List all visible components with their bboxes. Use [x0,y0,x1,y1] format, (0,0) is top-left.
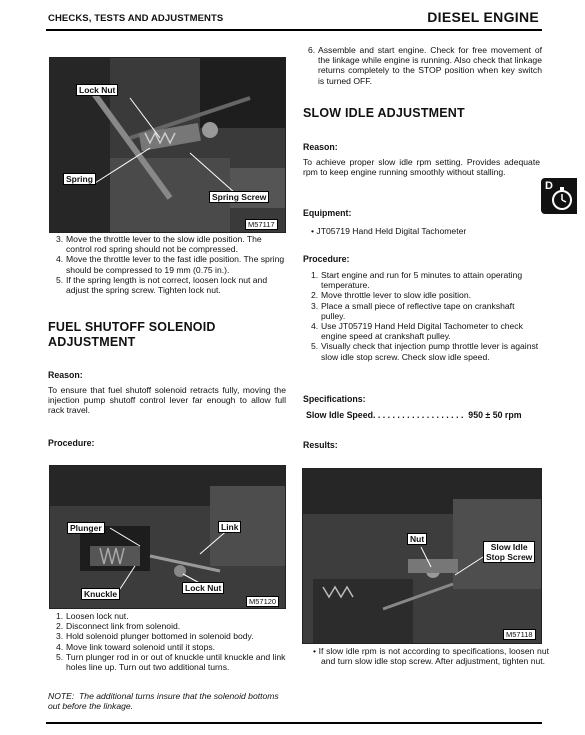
steps-list-spring [56,234,288,295]
stopwatch-icon [541,178,577,214]
photo-throttle-spring [49,57,286,233]
steps-list-assemble [308,45,542,86]
header-rule [46,29,542,31]
photo-solenoid [49,465,286,609]
photo-solenoid-image [50,466,285,608]
list-item: 5. Visually check that injection pump throttle lever is against slow idle stop screw. Check slow idle speed. [311,341,539,362]
result-bullet: • If slow idle rpm is not according to specifications, loosen nut and turn slow idle stop screw. After adjustment, tighten nut. [313,646,549,667]
note [48,691,288,711]
label-lock-nut: Lock Nut [76,84,118,96]
heading-fuel-shutoff: FUEL SHUTOFF SOLENOID ADJUSTMENT [48,320,216,349]
list-item: 1. Loosen lock nut. [56,611,129,621]
spec-name: Slow Idle Speed. . . . . . . . . . . . . . . . . . . [306,410,464,420]
list-item: 2. Disconnect link from solenoid. [56,621,181,632]
list-item: 6. Assemble and start engine. Check for free movement of the linkage while engine is running. Also check that linkage returns completely to the STOP position when key switch is turned OFF. [308,45,542,86]
list-item: 3. Place a small piece of reflective tape on crankshaft pulley. [311,300,515,321]
spec-slow-idle-speed [306,410,522,420]
reason-text: To achieve proper slow idle rpm setting. Provides adequate rpm to keep engine running smoothly without stalling. [303,157,540,178]
header-chapter-title: DIESEL ENGINE [427,9,539,25]
label-spring: Spring [63,173,96,185]
heading-slow-idle: SLOW IDLE ADJUSTMENT [303,106,465,120]
footer-rule [46,722,542,724]
spec-value: 950 ± 50 rpm [468,410,522,420]
reason-label: Reason: [303,142,338,152]
label-link: Link [218,521,241,533]
list-item: 1. Start engine and run for 5 minutes to attain operating temperature. [311,270,523,291]
header-section-title: CHECKS, TESTS AND ADJUSTMENTS [48,13,224,24]
note-label: NOTE: [48,691,75,701]
equipment-label: Equipment: [303,208,352,218]
figure-code: M57120 [246,596,279,607]
list-item: 4. Move the throttle lever to the fast idle position. The spring should be compressed to 19 mm (0.75 in.). [56,254,285,275]
list-item: 4. Use JT05719 Hand Held Digital Tachometer to check engine speed at crankshaft pulley. [311,321,523,342]
procedure-label: Procedure: [303,254,350,264]
procedure-label: Procedure: [48,438,95,448]
side-tab [541,178,577,214]
figure-code: M57117 [245,219,278,230]
list-item: 3. Move the throttle lever to the slow idle position. The control rod spring should not be compressed. [56,234,262,255]
list-item: 4. Move link toward solenoid until it stops. [56,641,216,652]
steps-list-slow-idle [311,270,541,362]
figure-code: M57118 [503,629,536,640]
label-spring-screw: Spring Screw [209,191,269,203]
photo-slow-idle-screw [302,468,542,644]
steps-list-solenoid [56,611,290,672]
list-item: 5. Turn plunger rod in or out of knuckle until knuckle and link holes line up. Turn out two additional turns. [56,651,286,673]
list-item: 2. Move throttle lever to slow idle position. [311,290,471,301]
equipment-item: • JT05719 Hand Held Digital Tachometer [311,226,467,236]
results-label: Results: [303,440,338,450]
list-item: 3. Hold solenoid plunger bottomed in solenoid body. [56,631,254,642]
label-knuckle: Knuckle [81,588,120,600]
list-item: 5. If the spring length is not correct, loosen lock nut and adjust the spring screw. Tighten lock nut. [56,274,268,296]
label-nut: Nut [407,533,427,545]
label-slow-idle-stop-screw: Slow Idle Stop Screw [483,541,535,563]
reason-text: To ensure that fuel shutoff solenoid retracts fully, moving the injection pump shutoff control lever far enough to allow full rack travel. [48,385,286,416]
label-lock-nut: Lock Nut [182,582,224,594]
side-tab-letter: D [545,180,553,192]
specifications-label: Specifications: [303,394,366,404]
reason-label: Reason: [48,370,83,380]
note-text: The additional turns insure that the solenoid bottoms out before the linkage. [48,691,279,712]
label-plunger: Plunger [67,522,105,534]
